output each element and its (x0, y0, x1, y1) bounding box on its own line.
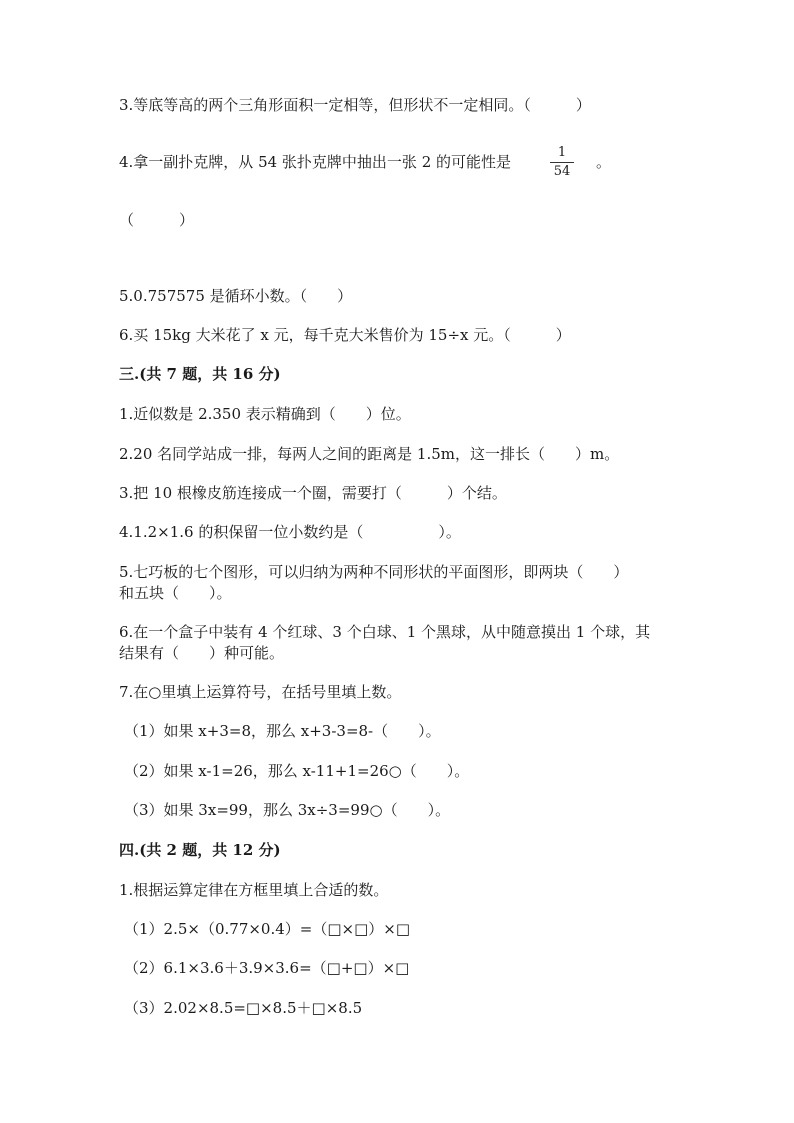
s3-question-3: 3.把 10 根橡皮筋连接成一个圈，需要打（ ）个结。 (119, 484, 507, 502)
question-4-end: 。 (596, 153, 612, 171)
s3-question-7-part-3: （3）如果 3x=99，那么 3x÷3=99○（ ）。 (124, 801, 451, 819)
s3-question-7-part-2: （2）如果 x-1=26，那么 x-11+1=26○（ ）。 (124, 762, 470, 780)
question-6: 6.买 15kg 大米花了 x 元，每千克大米售价为 15÷x 元。（ ） (119, 326, 571, 344)
fraction-denominator: 54 (553, 164, 571, 179)
s3-question-5-line-2: 和五块（ ）。 (119, 584, 232, 602)
s3-question-2: 2.20 名同学站成一排，每两人之间的距离是 1.5m，这一排长（ ）m。 (119, 445, 620, 463)
question-5: 5.0.757575 是循环小数。（ ） (119, 287, 353, 305)
s4-question-1-part-3: （3）2.02×8.5=□×8.5＋□×8.5 (124, 999, 363, 1017)
s4-question-1: 1.根据运算定律在方框里填上合适的数。 (119, 881, 389, 899)
s3-question-5-line-1: 5.七巧板的七个图形，可以归纳为两种不同形状的平面图形，即两块（ ） (119, 563, 629, 581)
s3-question-4: 4.1.2×1.6 的积保留一位小数约是（ ）。 (119, 523, 461, 541)
s4-question-1-part-2: （2）6.1×3.6＋3.9×3.6=（□+□）×□ (124, 959, 410, 977)
fraction-numerator: 1 (557, 145, 567, 160)
s3-question-1: 1.近似数是 2.350 表示精确到（ ）位。 (119, 405, 411, 423)
question-4-answer: （ ） (119, 211, 195, 229)
s3-question-7-part-1: （1）如果 x+3=8，那么 x+3-3=8-（ ）。 (124, 722, 441, 740)
fraction (548, 145, 576, 180)
section-4-heading: 四.(共 2 题，共 12 分) (119, 841, 281, 859)
s4-question-1-part-1: （1）2.5×（0.77×0.4）=（□×□）×□ (124, 920, 411, 938)
question-4: 4.拿一副扑克牌，从 54 张扑克牌中抽出一张 2 的可能性是 (119, 153, 512, 171)
fraction-bar (550, 162, 574, 163)
section-3-heading: 三.(共 7 题，共 16 分) (119, 365, 281, 383)
s3-question-7: 7.在○里填上运算符号，在括号里填上数。 (119, 683, 402, 701)
question-3: 3.等底等高的两个三角形面积一定相等，但形状不一定相同。（ ） (119, 96, 591, 114)
s3-question-6-line-2: 结果有（ ）种可能。 (119, 644, 285, 662)
s3-question-6-line-1: 6.在一个盒子中装有 4 个红球、3 个白球、1 个黑球，从中随意摸出 1 个球，其 (119, 623, 651, 641)
